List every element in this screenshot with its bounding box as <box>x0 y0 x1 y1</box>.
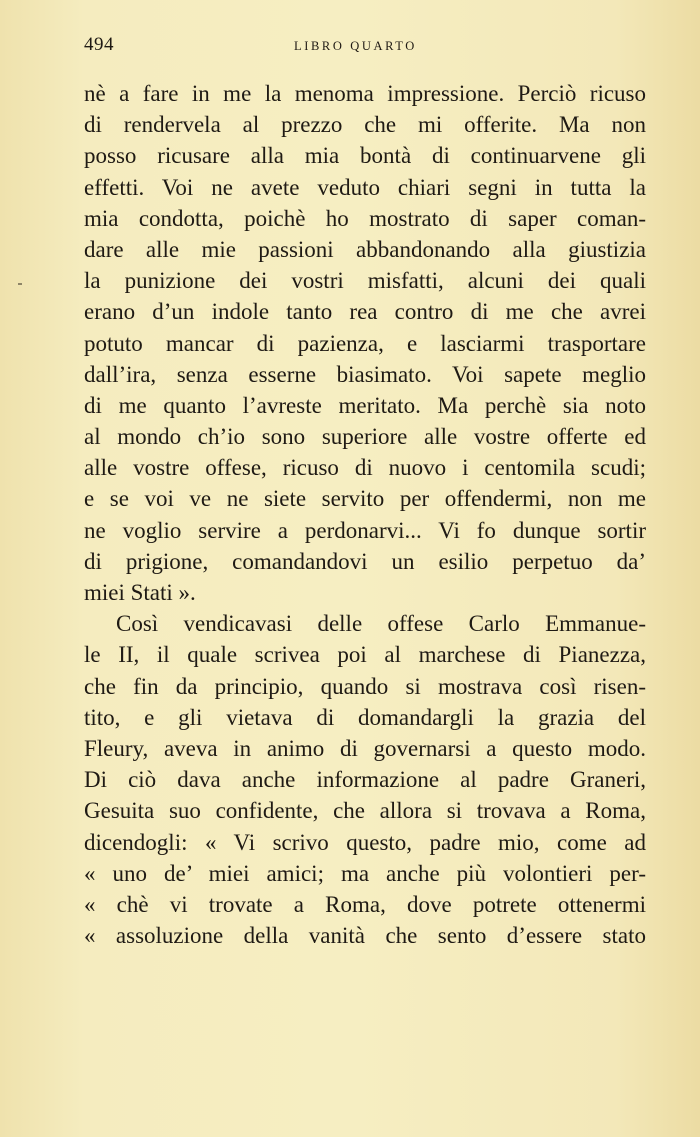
margin-mark <box>18 283 22 285</box>
text-line: posso ricusare alla mia bontà di continuarvene gli <box>84 143 646 169</box>
text-line: e se voi ve ne siete servito per offendermi, non me <box>84 486 646 512</box>
text-line: ne voglio servire a perdonarvi... Vi fo dunque sortir <box>84 517 646 543</box>
text-line: di rendervela al prezzo che mi offerite. Ma non <box>84 112 646 138</box>
text-line: miei Stati ». <box>84 580 196 605</box>
text-line: « chè vi trovate a Roma, dove potrete ottenermi <box>84 891 646 917</box>
page-number: 494 <box>84 34 114 55</box>
text-line: che fin da principio, quando si mostrava così risen- <box>84 673 646 699</box>
text-line: tito, e gli vietava di domandargli la grazia del <box>84 704 646 730</box>
text-line: Di ciò dava anche informazione al padre Graneri, <box>84 767 646 793</box>
text-line: di me quanto l’avreste meritato. Ma perchè sia noto <box>84 392 646 418</box>
text-line: potuto mancar di pazienza, e lasciarmi trasportare <box>84 330 646 356</box>
text-line: nè a fare in me la menoma impressione. Perciò ricuso <box>84 81 646 106</box>
text-line: Così vendicavasi delle offese Carlo Emmanue- <box>116 611 646 637</box>
body-text <box>84 78 646 951</box>
text-line: erano d’un indole tanto rea contro di me che avrei <box>84 299 646 325</box>
text-line: dall’ira, senza esserne biasimato. Voi sapete meglio <box>84 361 646 387</box>
text-line: Gesuita suo confidente, che allora si trovava a Roma, <box>84 798 646 824</box>
text-line: Fleury, aveva in animo di governarsi a questo modo. <box>84 735 646 761</box>
text-line: al mondo ch’io sono superiore alle vostre offerte ed <box>84 424 646 450</box>
running-head <box>84 34 646 60</box>
text-line: le II, il quale scrivea poi al marchese di Pianezza, <box>84 642 646 668</box>
text-line: dare alle mie passioni abbandonando alla giustizia <box>84 236 646 262</box>
text-line: mia condotta, poichè ho mostrato di saper coman- <box>84 205 646 231</box>
text-line: « assoluzione della vanità che sento d’essere stato <box>84 923 646 949</box>
running-title: LIBRO QUARTO <box>294 39 417 53</box>
text-line: dicendogli: « Vi scrivo questo, padre mio, come ad <box>84 829 646 855</box>
text-line: alle vostre offese, ricuso di nuovo i centomila scudi; <box>84 455 646 481</box>
text-line: effetti. Voi ne avete veduto chiari segni in tutta la <box>84 174 646 200</box>
text-line: la punizione dei vostri misfatti, alcuni dei quali <box>84 268 646 294</box>
text-line: « uno de’ miei amici; ma anche più volontieri per- <box>84 860 646 886</box>
text-line: di prigione, comandandovi un esilio perpetuo da’ <box>84 548 646 574</box>
